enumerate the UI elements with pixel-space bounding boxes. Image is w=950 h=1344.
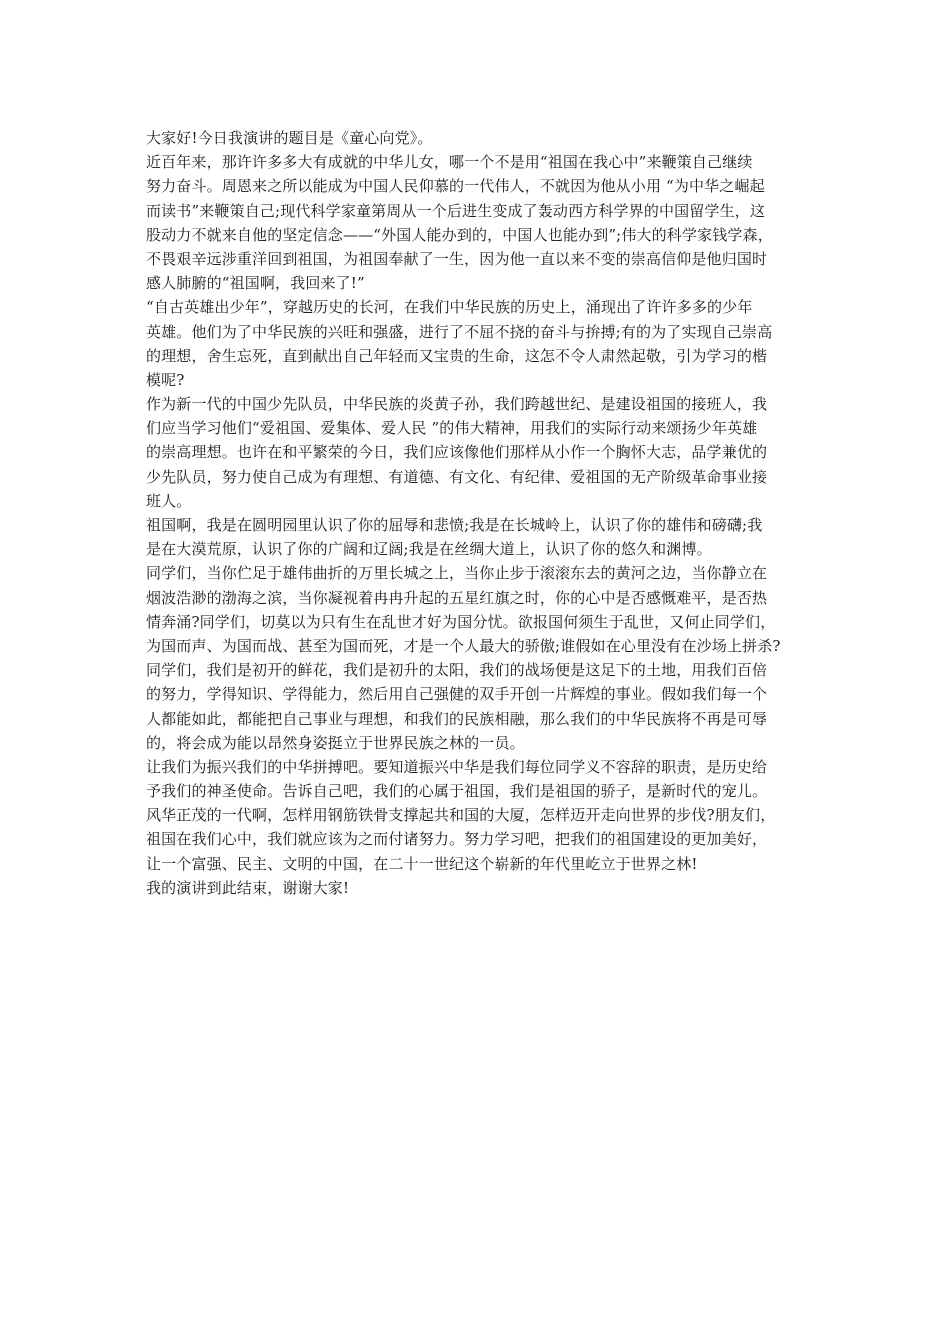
text-line: 祖国在我们心中，我们就应该为之而付诸努力。努力学习吧，把我们的祖国建设的更加美好， xyxy=(146,830,768,849)
text-line: 风华正茂的一代啊，怎样用钢筋铁骨支撑起共和国的大厦，怎样迈开走向世界的步伐?朋友们， xyxy=(146,806,776,825)
text-line: 是在大漠荒原，认识了你的广阔和辽阔;我是在丝绸大道上，认识了你的悠久和渊博。 xyxy=(146,540,712,559)
text-line: 们应当学习他们“爱祖国、爱集体、爱人民 ”的伟大精神，用我们的实际行动来颂扬少年英雄 xyxy=(146,419,758,438)
text-line: 为国而声、为国而战、甚至为国而死，才是一个人最大的骄傲;谁假如在心里没有在沙场上拼杀? xyxy=(146,636,781,655)
text-line: 作为新一代的中国少先队员，中华民族的炎黄子孙，我们跨越世纪、是建设祖国的接班人，我 xyxy=(146,395,768,414)
text-line: 人都能如此，都能把自己事业与理想，和我们的民族相融，那么我们的中华民族将不再是可辱 xyxy=(146,709,768,728)
text-line: 我的演讲到此结束，谢谢大家! xyxy=(146,878,350,897)
text-line: 感人肺腑的“祖国啊，我回来了!” xyxy=(146,274,365,293)
text-line: 祖国啊，我是在圆明园里认识了你的屈辱和悲愤;我是在长城岭上，认识了你的雄伟和磅礴;我 xyxy=(146,516,763,534)
speech-text-body xyxy=(146,126,826,900)
text-line: 的，将会成为能以昂然身姿挺立于世界民族之林的一员。 xyxy=(146,733,525,752)
text-line: 班人。 xyxy=(146,491,192,510)
text-line: 而读书”来鞭策自己;现代科学家童第周从一个后进生变成了轰动西方科学界的中国留学生，这 xyxy=(146,201,766,220)
text-line: 大家好!今日我演讲的题目是《童心向党》。 xyxy=(146,129,433,147)
text-line: 模呢? xyxy=(146,370,185,389)
text-line: “自古英雄出少年”，穿越历史的长河，在我们中华民族的历史上，涌现出了许许多多的少年 xyxy=(146,298,753,317)
text-line: 同学们，当你伫足于雄伟曲折的万里长城之上，当你止步于滚滚东去的黄河之边，当你静立在 xyxy=(146,564,768,583)
text-line: 的理想，舍生忘死，直到献出自己年轻而又宝贵的生命，这怎不令人肃然起敬，引为学习的楷 xyxy=(146,346,768,365)
text-line: 同学们，我们是初开的鲜花，我们是初升的太阳，我们的战场便是这足下的土地，用我们百倍 xyxy=(146,661,768,680)
text-line: 的崇高理想。也许在和平繁荣的今日，我们应该像他们那样从小作一个胸怀大志，品学兼优的 xyxy=(146,443,768,462)
text-line: 努力奋斗。周恩来之所以能成为中国人民仰慕的一代伟人，不就因为他从小用 “为中华之崛起 xyxy=(146,177,765,196)
text-line: 的努力，学得知识、学得能力，然后用自己强健的双手开创一片辉煌的事业。假如我们每一个 xyxy=(146,685,768,704)
text-line: 少先队员，努力使自己成为有理想、有道德、有文化、有纪律、爱祖国的无产阶级革命事业接 xyxy=(146,467,768,486)
text-line: 予我们的神圣使命。告诉自己吧，我们的心属于祖国，我们是祖国的骄子，是新时代的宠儿。 xyxy=(146,782,768,801)
text-line: 情奔涌?同学们，切莫以为只有生在乱世才好为国分忧。欲报国何须生于乱世，又何止同学们， xyxy=(146,612,776,631)
text-line: 让我们为振兴我们的中华拼搏吧。要知道振兴中华是我们每位同学义不容辞的职责，是历史给 xyxy=(146,757,768,776)
text-line: 英雄。他们为了中华民族的兴旺和强盛，进行了不屈不挠的奋斗与拚搏;有的为了实现自己崇高 xyxy=(146,322,773,341)
text-line: 股动力不就来自他的坚定信念——“外国人能办到的，中国人也能办到”;伟大的科学家钱学森， xyxy=(146,225,773,244)
text-line: 近百年来，那许许多多大有成就的中华儿女，哪一个不是用“祖国在我心中”来鞭策自己继续 xyxy=(146,153,753,172)
text-line: 烟波浩渺的渤海之滨，当你凝视着冉冉升起的五星红旗之时，你的心中是否感慨难平，是否热 xyxy=(146,588,768,607)
text-line: 不畏艰辛远涉重洋回到祖国，为祖国奉献了一生，因为他一直以来不变的崇高信仰是他归国时 xyxy=(146,249,768,268)
text-line: 让一个富强、民主、文明的中国，在二十一世纪这个崭新的年代里屹立于世界之林! xyxy=(146,854,698,873)
